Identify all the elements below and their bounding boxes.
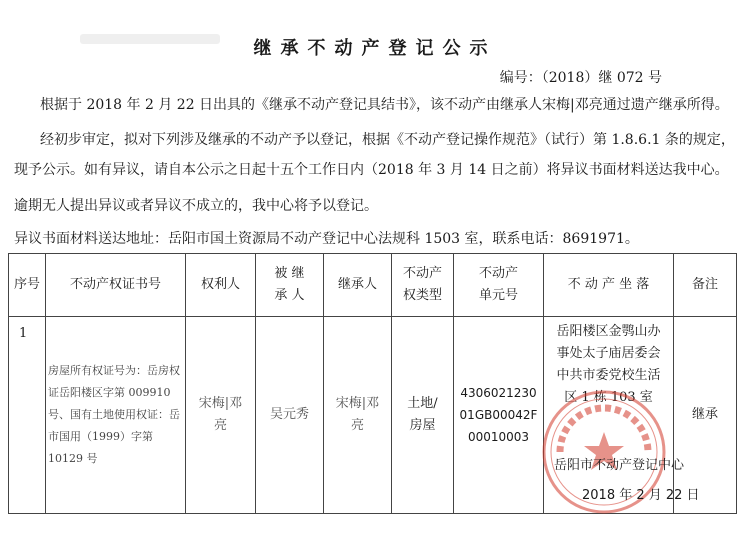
header-location: 不 动 产 坐 落 — [544, 254, 674, 317]
header-type: 不动产 权类型 — [392, 254, 454, 317]
cell-index: 1 — [9, 317, 46, 514]
header-remark: 备注 — [674, 254, 737, 317]
cell-cert-no: 房屋所有权证号为：岳房权证岳阳楼区字第 009910 号、国有土地使用权证：岳市国用（1999）字第 10129 号 — [46, 317, 186, 514]
header-inherited-from: 被 继 承 人 — [256, 254, 324, 317]
paragraph-4: 逾期无人提出异议或者异议不成立的，我中心将予以登记。 — [14, 198, 378, 214]
issue-date: 2018 年 2 月 22 日 — [582, 488, 700, 503]
header-owner: 权利人 — [186, 254, 256, 317]
paragraph-2: 经初步审定，拟对下列涉及继承的不动产予以登记，根据《不动产登记操作规范》（试行）第 1.8.6.1 条的规定， — [40, 132, 735, 148]
cell-inherited-from: 吴元秀 — [256, 317, 324, 514]
notice-title: 继承不动产登记公示 — [253, 38, 497, 59]
issuing-organization: 岳阳市不动产登记中心 — [554, 458, 685, 473]
header-cert-no: 不动产权证书号 — [46, 254, 186, 317]
cell-type: 土地/ 房屋 — [392, 317, 454, 514]
objection-address: 异议书面材料送达地址：岳阳市国土资源局不动产登记中心法规科 1503 室，联系电话：8691971。 — [14, 231, 639, 247]
cell-heir: 宋梅|邓 亮 — [324, 317, 392, 514]
table-header-row — [9, 254, 737, 317]
cell-location: 岳阳楼区金鹗山办 事处太子庙居委会 中共市委党校生活 区 1 栋 103 室 — [544, 317, 674, 514]
paragraph-3: 现予公示。如有异议，请自本公示之日起十五个工作日内（2018 年 3 月 14 日之前）将异议书面材料送达我中心。 — [14, 162, 729, 178]
header-index: 序号 — [9, 254, 46, 317]
cell-unit-no: 4306021230 01GB00042F 00010003 — [454, 317, 544, 514]
cell-owner: 宋梅|邓 亮 — [186, 317, 256, 514]
paragraph-1: 根据于 2018 年 2 月 22 日出具的《继承不动产登记具结书》，该不动产由继承人宋梅|邓亮通过遗产继承所得。 — [40, 97, 729, 113]
header-unit-no: 不动产 单元号 — [454, 254, 544, 317]
cell-remark: 继承 — [674, 317, 737, 514]
header-heir: 继承人 — [324, 254, 392, 317]
document-number: 编号：（2018）继 072 号 — [499, 70, 662, 86]
